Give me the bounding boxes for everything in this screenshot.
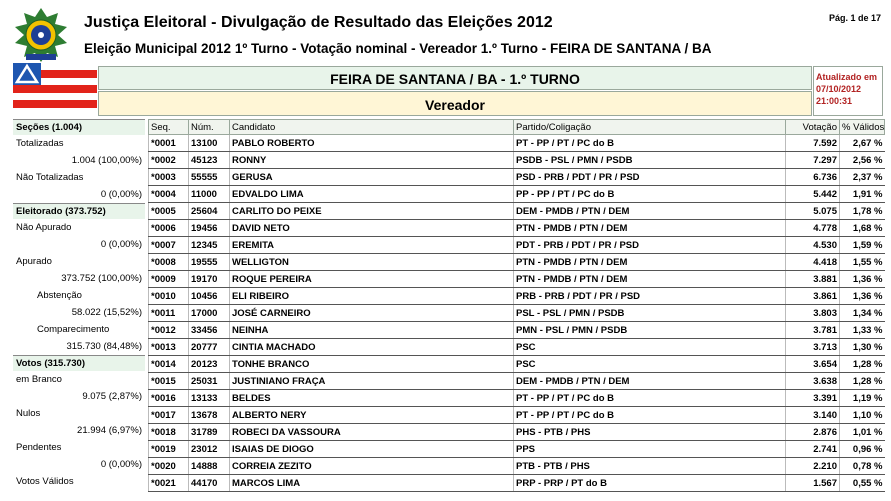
table-row [149, 305, 885, 322]
table-row [149, 254, 885, 271]
col-votacao: Votação [786, 120, 840, 135]
update-info [813, 66, 883, 116]
secoes-section: Seções (1.004) [13, 119, 145, 135]
cell-partido: PHS - PTB / PHS [514, 424, 786, 441]
cell-num: 44170 [189, 475, 230, 492]
cell-num: 10456 [189, 288, 230, 305]
cell-validos: 1,36 % [840, 288, 885, 305]
cell-votacao: 2.210 [786, 458, 840, 475]
cell-partido: PSL - PSL / PMN / PSDB [514, 305, 786, 322]
votos-section: Votos (315.730) [13, 355, 145, 371]
table-row [149, 237, 885, 254]
cell-candidato: JOSÉ CARNEIRO [230, 305, 514, 322]
comparecimento-value: 315.730 (84,48%) [66, 341, 142, 352]
cell-num: 14888 [189, 458, 230, 475]
cell-validos: 2,67 % [840, 135, 885, 152]
nao-totalizadas-label: Não Totalizadas [16, 172, 84, 183]
branco-value: 9.075 (2,87%) [82, 391, 142, 402]
cell-candidato: DAVID NETO [230, 220, 514, 237]
table-row [149, 356, 885, 373]
apurado-value: 373.752 (100,00%) [61, 273, 142, 284]
cell-candidato: EDVALDO LIMA [230, 186, 514, 203]
table-row [149, 339, 885, 356]
summary-panel [13, 119, 145, 490]
cell-candidato: EREMITA [230, 237, 514, 254]
cell-validos: 1,34 % [840, 305, 885, 322]
cell-validos: 1,55 % [840, 254, 885, 271]
cell-candidato: ROBECI DA VASSOURA [230, 424, 514, 441]
cell-candidato: RONNY [230, 152, 514, 169]
cell-candidato: ELI RIBEIRO [230, 288, 514, 305]
col-num: Núm. [189, 120, 230, 135]
cell-validos: 0,96 % [840, 441, 885, 458]
cell-validos: 1,68 % [840, 220, 885, 237]
cell-candidato: CARLITO DO PEIXE [230, 203, 514, 220]
table-row [149, 288, 885, 305]
table-row [149, 458, 885, 475]
cell-partido: PRB - PRB / PDT / PR / PSD [514, 288, 786, 305]
cell-votacao: 4.778 [786, 220, 840, 237]
table-row [149, 390, 885, 407]
cell-votacao: 3.713 [786, 339, 840, 356]
cell-votacao: 7.592 [786, 135, 840, 152]
brasao-republica-logo [12, 7, 70, 63]
cell-num: 11000 [189, 186, 230, 203]
cell-num: 13133 [189, 390, 230, 407]
cell-partido: PT - PP / PT / PC do B [514, 135, 786, 152]
cell-seq: *0017 [149, 407, 189, 424]
nao-totalizadas-value: 0 (0,00%) [100, 189, 142, 200]
cell-partido: DEM - PMDB / PTN / DEM [514, 373, 786, 390]
cell-seq: *0016 [149, 390, 189, 407]
cell-validos: 0,78 % [840, 458, 885, 475]
table-row [149, 407, 885, 424]
cell-seq: *0013 [149, 339, 189, 356]
cell-seq: *0003 [149, 169, 189, 186]
cell-num: 20123 [189, 356, 230, 373]
table-row [149, 271, 885, 288]
cell-partido: PT - PP / PT / PC do B [514, 407, 786, 424]
cell-partido: PT - PP / PT / PC do B [514, 390, 786, 407]
apurado-label: Apurado [16, 256, 52, 267]
cell-votacao: 6.736 [786, 169, 840, 186]
cell-num: 19170 [189, 271, 230, 288]
cell-candidato: MARCOS LIMA [230, 475, 514, 492]
cell-partido: PRP - PRP / PT do B [514, 475, 786, 492]
cell-validos: 1,19 % [840, 390, 885, 407]
cell-votacao: 3.861 [786, 288, 840, 305]
cell-partido: PSD - PRB / PDT / PR / PSD [514, 169, 786, 186]
updated-label: Atualizado em [816, 72, 878, 82]
cell-num: 55555 [189, 169, 230, 186]
cell-num: 19456 [189, 220, 230, 237]
cell-validos: 1,59 % [840, 237, 885, 254]
nao-apurado-value: 0 (0,00%) [100, 239, 142, 250]
cell-votacao: 4.530 [786, 237, 840, 254]
cell-candidato: ISAIAS DE DIOGO [230, 441, 514, 458]
cell-seq: *0012 [149, 322, 189, 339]
table-row [149, 152, 885, 169]
cell-seq: *0004 [149, 186, 189, 203]
cell-num: 17000 [189, 305, 230, 322]
cell-validos: 1,36 % [840, 271, 885, 288]
cell-seq: *0014 [149, 356, 189, 373]
cell-validos: 1,28 % [840, 373, 885, 390]
cell-partido: PDT - PRB / PDT / PR / PSD [514, 237, 786, 254]
cell-votacao: 4.418 [786, 254, 840, 271]
cell-validos: 0,55 % [840, 475, 885, 492]
votos-validos-label: Votos Válidos [16, 476, 74, 487]
cell-votacao: 3.140 [786, 407, 840, 424]
cell-votacao: 3.638 [786, 373, 840, 390]
totalizadas-value: 1.004 (100,00%) [71, 155, 142, 166]
cell-partido: PSDB - PSL / PMN / PSDB [514, 152, 786, 169]
col-validos: % Válidos [840, 120, 885, 135]
cell-validos: 1,33 % [840, 322, 885, 339]
cell-validos: 1,30 % [840, 339, 885, 356]
cell-partido: PSC [514, 356, 786, 373]
cell-candidato: PABLO ROBERTO [230, 135, 514, 152]
table-row [149, 220, 885, 237]
abstencao-label: Abstenção [37, 290, 82, 301]
table-row [149, 322, 885, 339]
cell-num: 25604 [189, 203, 230, 220]
cell-candidato: NEINHA [230, 322, 514, 339]
cell-seq: *0011 [149, 305, 189, 322]
updated-time: 21:00:31 [816, 96, 853, 106]
cell-seq: *0008 [149, 254, 189, 271]
cell-validos: 1,28 % [840, 356, 885, 373]
nulos-value: 21.994 (6,97%) [77, 425, 142, 436]
eleitorado-section: Eleitorado (373.752) [13, 203, 145, 219]
office-header: Vereador [98, 91, 812, 116]
cell-partido: PTB - PTB / PHS [514, 458, 786, 475]
cell-num: 20777 [189, 339, 230, 356]
updated-date: 07/10/2012 [816, 84, 862, 94]
cell-num: 33456 [189, 322, 230, 339]
table-row [149, 373, 885, 390]
comparecimento-label: Comparecimento [37, 324, 110, 335]
cell-partido: PPS [514, 441, 786, 458]
city-header: FEIRA DE SANTANA / BA - 1.º TURNO [98, 66, 812, 90]
cell-seq: *0001 [149, 135, 189, 152]
cell-partido: DEM - PMDB / PTN / DEM [514, 203, 786, 220]
cell-seq: *0005 [149, 203, 189, 220]
cell-votacao: 3.781 [786, 322, 840, 339]
abstencao-value: 58.022 (15,52%) [71, 307, 142, 318]
table-row [149, 186, 885, 203]
cell-validos: 2,37 % [840, 169, 885, 186]
bahia-flag-icon [13, 63, 97, 116]
pendentes-label: Pendentes [16, 442, 62, 453]
cell-votacao: 2.876 [786, 424, 840, 441]
cell-seq: *0010 [149, 288, 189, 305]
cell-votacao: 1.567 [786, 475, 840, 492]
cell-candidato: GERUSA [230, 169, 514, 186]
table-row [149, 475, 885, 492]
cell-votacao: 3.654 [786, 356, 840, 373]
col-candidato: Candidato [230, 120, 514, 135]
cell-num: 19555 [189, 254, 230, 271]
cell-seq: *0021 [149, 475, 189, 492]
cell-num: 12345 [189, 237, 230, 254]
cell-validos: 1,10 % [840, 407, 885, 424]
cell-partido: PMN - PSL / PMN / PSDB [514, 322, 786, 339]
cell-votacao: 7.297 [786, 152, 840, 169]
cell-votacao: 3.391 [786, 390, 840, 407]
page-number: Pág. 1 de 17 [828, 13, 881, 23]
cell-candidato: WELLIGTON [230, 254, 514, 271]
cell-validos: 1,78 % [840, 203, 885, 220]
cell-seq: *0006 [149, 220, 189, 237]
cell-candidato: ALBERTO NERY [230, 407, 514, 424]
cell-votacao: 5.075 [786, 203, 840, 220]
cell-num: 31789 [189, 424, 230, 441]
table-row [149, 424, 885, 441]
cell-candidato: JUSTINIANO FRAÇA [230, 373, 514, 390]
cell-votacao: 3.803 [786, 305, 840, 322]
table-row [149, 169, 885, 186]
cell-num: 23012 [189, 441, 230, 458]
table-header-row [149, 120, 885, 135]
totalizadas-label: Totalizadas [16, 138, 64, 149]
cell-candidato: BELDES [230, 390, 514, 407]
cell-num: 13678 [189, 407, 230, 424]
page-subtitle: Eleição Municipal 2012 1º Turno - Votação nominal - Vereador 1.º Turno - FEIRA DE SANTANA / BA [84, 41, 712, 56]
cell-seq: *0009 [149, 271, 189, 288]
cell-seq: *0007 [149, 237, 189, 254]
cell-partido: PTN - PMDB / PTN / DEM [514, 271, 786, 288]
cell-partido: PP - PP / PT / PC do B [514, 186, 786, 203]
cell-partido: PTN - PMDB / PTN / DEM [514, 254, 786, 271]
cell-candidato: ROQUE PEREIRA [230, 271, 514, 288]
branco-label: em Branco [16, 374, 62, 385]
cell-candidato: TONHE BRANCO [230, 356, 514, 373]
cell-seq: *0015 [149, 373, 189, 390]
cell-candidato: CORREIA ZEZITO [230, 458, 514, 475]
cell-partido: PSC [514, 339, 786, 356]
cell-seq: *0019 [149, 441, 189, 458]
page-title: Justiça Eleitoral - Divulgação de Resultado das Eleições 2012 [84, 14, 553, 31]
table-row [149, 135, 885, 152]
table-row [149, 441, 885, 458]
cell-seq: *0020 [149, 458, 189, 475]
cell-votacao: 5.442 [786, 186, 840, 203]
cell-validos: 2,56 % [840, 152, 885, 169]
cell-partido: PTN - PMDB / PTN / DEM [514, 220, 786, 237]
results-table [148, 119, 885, 492]
col-partido: Partido/Coligação [514, 120, 786, 135]
cell-validos: 1,01 % [840, 424, 885, 441]
cell-candidato: CINTIA MACHADO [230, 339, 514, 356]
cell-seq: *0018 [149, 424, 189, 441]
cell-validos: 1,91 % [840, 186, 885, 203]
nulos-label: Nulos [16, 408, 41, 419]
cell-votacao: 3.881 [786, 271, 840, 288]
cell-num: 13100 [189, 135, 230, 152]
nao-apurado-label: Não Apurado [16, 222, 72, 233]
col-seq: Seq. [149, 120, 189, 135]
cell-num: 45123 [189, 152, 230, 169]
cell-seq: *0002 [149, 152, 189, 169]
cell-votacao: 2.741 [786, 441, 840, 458]
table-row [149, 203, 885, 220]
cell-num: 25031 [189, 373, 230, 390]
pendentes-value: 0 (0,00%) [100, 459, 142, 470]
